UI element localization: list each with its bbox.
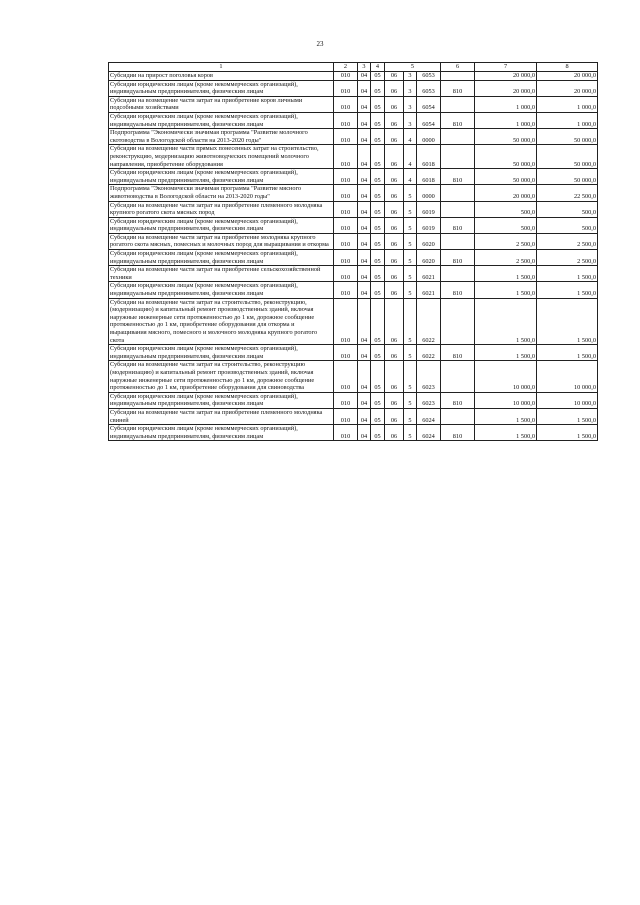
column-header-2: 2 bbox=[334, 63, 358, 72]
row-code-item: 6019 bbox=[417, 201, 441, 217]
column-header-6: 6 bbox=[441, 63, 475, 72]
row-name: Субсидии юридическим лицам (кроме некоммерческих организаций), индивидуальным предпринимателям, физическим лицам bbox=[109, 250, 334, 266]
row-amount-col8: 1 500,0 bbox=[537, 345, 598, 361]
table-row bbox=[109, 145, 598, 169]
row-code-subprogram: 3 bbox=[404, 96, 417, 112]
row-code-subsection: 05 bbox=[371, 112, 385, 128]
row-amount-col8: 1 500,0 bbox=[537, 282, 598, 298]
row-code-admin: 010 bbox=[334, 201, 358, 217]
row-code-subsection: 05 bbox=[371, 266, 385, 282]
row-code-subprogram: 5 bbox=[404, 282, 417, 298]
table-row bbox=[109, 80, 598, 96]
row-code-item: 6018 bbox=[417, 169, 441, 185]
row-amount-col8: 1 000,0 bbox=[537, 112, 598, 128]
row-code-section: 04 bbox=[358, 266, 371, 282]
column-header-7: 7 bbox=[475, 63, 537, 72]
row-code-program: 06 bbox=[385, 392, 404, 408]
row-code-section: 04 bbox=[358, 185, 371, 201]
row-code-subprogram: 3 bbox=[404, 80, 417, 96]
row-amount-col7: 2 500,0 bbox=[475, 233, 537, 249]
row-amount-col8: 50 000,0 bbox=[537, 169, 598, 185]
row-code-admin: 010 bbox=[334, 298, 358, 345]
row-code-program: 06 bbox=[385, 169, 404, 185]
row-code-subsection: 05 bbox=[371, 145, 385, 169]
row-amount-col7: 1 500,0 bbox=[475, 282, 537, 298]
row-code-subprogram: 5 bbox=[404, 185, 417, 201]
row-code-subprogram: 4 bbox=[404, 169, 417, 185]
row-amount-col7: 1 000,0 bbox=[475, 112, 537, 128]
row-code-admin: 010 bbox=[334, 233, 358, 249]
row-name: Субсидии на возмещение части прямых понесенных затрат на строительство, реконструкцию, модернизацию животноводческих помещений молочного направления, приобретение оборудования bbox=[109, 145, 334, 169]
table-row bbox=[109, 361, 598, 392]
column-header-1: 1 bbox=[109, 63, 334, 72]
table-row bbox=[109, 233, 598, 249]
table-row bbox=[109, 282, 598, 298]
row-code-item: 6054 bbox=[417, 96, 441, 112]
row-code-section: 04 bbox=[358, 361, 371, 392]
row-code-expense-type: 810 bbox=[441, 250, 475, 266]
row-name: Субсидии юридическим лицам (кроме некоммерческих организаций), индивидуальным предпринимателям, физическим лицам bbox=[109, 282, 334, 298]
row-code-subprogram: 5 bbox=[404, 408, 417, 424]
row-code-expense-type bbox=[441, 129, 475, 145]
row-code-expense-type bbox=[441, 96, 475, 112]
table-row bbox=[109, 201, 598, 217]
row-code-admin: 010 bbox=[334, 408, 358, 424]
table-row bbox=[109, 266, 598, 282]
row-amount-col7: 20 000,0 bbox=[475, 80, 537, 96]
row-name: Субсидии на прирост поголовья коров bbox=[109, 72, 334, 81]
row-code-admin: 010 bbox=[334, 112, 358, 128]
row-code-admin: 010 bbox=[334, 361, 358, 392]
row-code-item: 6023 bbox=[417, 392, 441, 408]
row-code-program: 06 bbox=[385, 282, 404, 298]
row-name: Субсидии на возмещение части затрат на строительство, реконструкцию, (модернизацию) и капитальный ремонт производственных зданий, включая наружные инженерные сети протяженностью до 1 км, дорожное сообщение протяженностью до 1 км, приобретение оборудования для откорма и выращивания мясного, помесного и молочного молодняка крупного рогатого скота bbox=[109, 298, 334, 345]
row-amount-col7: 10 000,0 bbox=[475, 392, 537, 408]
row-code-admin: 010 bbox=[334, 217, 358, 233]
row-code-program: 06 bbox=[385, 129, 404, 145]
row-code-admin: 010 bbox=[334, 282, 358, 298]
row-code-section: 04 bbox=[358, 233, 371, 249]
row-code-item: 6018 bbox=[417, 145, 441, 169]
row-code-program: 06 bbox=[385, 72, 404, 81]
row-amount-col8: 1 000,0 bbox=[537, 96, 598, 112]
row-amount-col7: 20 000,0 bbox=[475, 72, 537, 81]
row-code-expense-type bbox=[441, 361, 475, 392]
row-code-subprogram: 5 bbox=[404, 266, 417, 282]
row-amount-col8: 10 000,0 bbox=[537, 392, 598, 408]
row-code-expense-type: 810 bbox=[441, 169, 475, 185]
row-code-item: 6019 bbox=[417, 217, 441, 233]
row-code-expense-type: 810 bbox=[441, 80, 475, 96]
row-code-subsection: 05 bbox=[371, 72, 385, 81]
row-name: Субсидии на возмещение части затрат на приобретение молодняка крупного рогатого скота мясных, помесных и молочных пород для выращивания и откорма bbox=[109, 233, 334, 249]
table-body bbox=[109, 72, 598, 441]
row-code-subsection: 05 bbox=[371, 185, 385, 201]
row-code-admin: 010 bbox=[334, 169, 358, 185]
row-code-subsection: 05 bbox=[371, 201, 385, 217]
row-code-subprogram: 5 bbox=[404, 201, 417, 217]
row-code-subsection: 05 bbox=[371, 392, 385, 408]
row-amount-col7: 2 500,0 bbox=[475, 250, 537, 266]
row-code-admin: 010 bbox=[334, 96, 358, 112]
column-header-5: 5 bbox=[385, 63, 441, 72]
row-code-program: 06 bbox=[385, 201, 404, 217]
row-code-item: 6023 bbox=[417, 361, 441, 392]
row-code-program: 06 bbox=[385, 112, 404, 128]
row-code-admin: 010 bbox=[334, 250, 358, 266]
row-code-section: 04 bbox=[358, 425, 371, 441]
row-code-expense-type bbox=[441, 266, 475, 282]
row-amount-col7: 1 500,0 bbox=[475, 408, 537, 424]
table-row bbox=[109, 112, 598, 128]
row-code-subsection: 05 bbox=[371, 282, 385, 298]
row-amount-col7: 500,0 bbox=[475, 217, 537, 233]
row-name: Субсидии юридическим лицам (кроме некоммерческих организаций), индивидуальным предпринимателям, физическим лицам bbox=[109, 169, 334, 185]
table-row bbox=[109, 217, 598, 233]
row-code-subsection: 05 bbox=[371, 298, 385, 345]
row-code-section: 04 bbox=[358, 298, 371, 345]
row-code-section: 04 bbox=[358, 80, 371, 96]
row-name: Подпрограмма "Экономически значимая программа "Развитие молочного скотоводства в Вологодской области на 2013-2020 годы" bbox=[109, 129, 334, 145]
row-code-program: 06 bbox=[385, 408, 404, 424]
row-code-expense-type bbox=[441, 408, 475, 424]
table-row bbox=[109, 169, 598, 185]
row-code-section: 04 bbox=[358, 250, 371, 266]
row-amount-col8: 20 000,0 bbox=[537, 72, 598, 81]
table-row bbox=[109, 392, 598, 408]
row-code-expense-type: 810 bbox=[441, 425, 475, 441]
row-code-expense-type bbox=[441, 298, 475, 345]
table-row bbox=[109, 96, 598, 112]
row-code-section: 04 bbox=[358, 392, 371, 408]
row-code-expense-type: 810 bbox=[441, 282, 475, 298]
row-code-item: 6053 bbox=[417, 80, 441, 96]
row-code-section: 04 bbox=[358, 345, 371, 361]
row-code-program: 06 bbox=[385, 185, 404, 201]
row-amount-col7: 1 500,0 bbox=[475, 266, 537, 282]
row-name: Субсидии юридическим лицам (кроме некоммерческих организаций), индивидуальным предпринимателям, физическим лицам bbox=[109, 392, 334, 408]
row-code-item: 6024 bbox=[417, 425, 441, 441]
row-code-subprogram: 5 bbox=[404, 233, 417, 249]
row-code-program: 06 bbox=[385, 266, 404, 282]
row-code-expense-type bbox=[441, 201, 475, 217]
row-code-section: 04 bbox=[358, 112, 371, 128]
row-code-subprogram: 4 bbox=[404, 145, 417, 169]
row-name: Субсидии юридическим лицам (кроме некоммерческих организаций), индивидуальным предпринимателям, физическим лицам bbox=[109, 425, 334, 441]
row-code-admin: 010 bbox=[334, 80, 358, 96]
row-code-subsection: 05 bbox=[371, 129, 385, 145]
row-name: Субсидии юридическим лицам (кроме некоммерческих организаций), индивидуальным предпринимателям, физическим лицам bbox=[109, 112, 334, 128]
row-amount-col8: 20 000,0 bbox=[537, 80, 598, 96]
row-code-subprogram: 5 bbox=[404, 250, 417, 266]
row-amount-col8: 2 500,0 bbox=[537, 233, 598, 249]
row-code-section: 04 bbox=[358, 145, 371, 169]
row-amount-col8: 1 500,0 bbox=[537, 298, 598, 345]
row-code-expense-type bbox=[441, 72, 475, 81]
row-code-subprogram: 3 bbox=[404, 112, 417, 128]
table-row bbox=[109, 185, 598, 201]
row-code-item: 6053 bbox=[417, 72, 441, 81]
row-code-subprogram: 5 bbox=[404, 392, 417, 408]
row-code-expense-type bbox=[441, 233, 475, 249]
row-amount-col8: 2 500,0 bbox=[537, 250, 598, 266]
row-amount-col7: 1 500,0 bbox=[475, 345, 537, 361]
table-row bbox=[109, 72, 598, 81]
row-name: Субсидии на возмещение части затрат на приобретение племенного молодняка свиней bbox=[109, 408, 334, 424]
row-name: Субсидии юридическим лицам (кроме некоммерческих организаций), индивидуальным предпринимателям, физическим лицам bbox=[109, 345, 334, 361]
row-code-admin: 010 bbox=[334, 266, 358, 282]
row-amount-col8: 10 000,0 bbox=[537, 361, 598, 392]
row-code-item: 0000 bbox=[417, 129, 441, 145]
row-code-item: 6024 bbox=[417, 408, 441, 424]
row-amount-col8: 500,0 bbox=[537, 201, 598, 217]
row-code-subprogram: 4 bbox=[404, 129, 417, 145]
row-amount-col7: 500,0 bbox=[475, 201, 537, 217]
row-code-program: 06 bbox=[385, 80, 404, 96]
row-code-item: 6020 bbox=[417, 233, 441, 249]
table-row bbox=[109, 129, 598, 145]
row-name: Субсидии на возмещение части затрат на приобретение сельскохозяйственной техники bbox=[109, 266, 334, 282]
row-name: Субсидии на возмещение части затрат на приобретение племенного молодняка крупного рогатого скота мясных пород bbox=[109, 201, 334, 217]
row-code-admin: 010 bbox=[334, 345, 358, 361]
row-code-item: 6021 bbox=[417, 266, 441, 282]
row-amount-col8: 500,0 bbox=[537, 217, 598, 233]
row-amount-col7: 10 000,0 bbox=[475, 361, 537, 392]
row-name: Субсидии юридическим лицам (кроме некоммерческих организаций), индивидуальным предпринимателям, физическим лицам bbox=[109, 80, 334, 96]
row-code-section: 04 bbox=[358, 96, 371, 112]
row-amount-col7: 50 000,0 bbox=[475, 169, 537, 185]
table-row bbox=[109, 345, 598, 361]
row-code-program: 06 bbox=[385, 425, 404, 441]
row-code-section: 04 bbox=[358, 201, 371, 217]
row-amount-col7: 20 000,0 bbox=[475, 185, 537, 201]
row-amount-col8: 1 500,0 bbox=[537, 425, 598, 441]
row-code-admin: 010 bbox=[334, 425, 358, 441]
column-header-3: 3 bbox=[358, 63, 371, 72]
row-code-subprogram: 5 bbox=[404, 345, 417, 361]
row-amount-col8: 50 000,0 bbox=[537, 145, 598, 169]
row-name: Субсидии юридическим лицам (кроме некоммерческих организаций), индивидуальным предпринимателям, физическим лицам bbox=[109, 217, 334, 233]
row-code-admin: 010 bbox=[334, 129, 358, 145]
row-code-subsection: 05 bbox=[371, 345, 385, 361]
row-code-section: 04 bbox=[358, 72, 371, 81]
row-code-section: 04 bbox=[358, 282, 371, 298]
row-code-program: 06 bbox=[385, 361, 404, 392]
row-code-expense-type: 810 bbox=[441, 345, 475, 361]
row-name: Субсидии на возмещение части затрат на приобретение коров личными подсобными хозяйствами bbox=[109, 96, 334, 112]
row-code-subprogram: 3 bbox=[404, 72, 417, 81]
column-header-8: 8 bbox=[537, 63, 598, 72]
row-code-expense-type bbox=[441, 185, 475, 201]
table-row bbox=[109, 408, 598, 424]
row-code-item: 6022 bbox=[417, 345, 441, 361]
row-code-subprogram: 5 bbox=[404, 298, 417, 345]
row-code-admin: 010 bbox=[334, 185, 358, 201]
row-code-subsection: 05 bbox=[371, 80, 385, 96]
page-number: 23 bbox=[316, 40, 324, 48]
column-header-4: 4 bbox=[371, 63, 385, 72]
row-code-subsection: 05 bbox=[371, 96, 385, 112]
row-code-program: 06 bbox=[385, 217, 404, 233]
row-code-program: 06 bbox=[385, 345, 404, 361]
row-amount-col7: 50 000,0 bbox=[475, 129, 537, 145]
table-row bbox=[109, 298, 598, 345]
row-code-program: 06 bbox=[385, 250, 404, 266]
table-row bbox=[109, 250, 598, 266]
row-code-item: 0000 bbox=[417, 185, 441, 201]
row-code-expense-type: 810 bbox=[441, 392, 475, 408]
row-code-section: 04 bbox=[358, 169, 371, 185]
table-row bbox=[109, 425, 598, 441]
row-amount-col8: 50 000,0 bbox=[537, 129, 598, 145]
row-code-subprogram: 5 bbox=[404, 361, 417, 392]
row-code-expense-type bbox=[441, 145, 475, 169]
row-code-subsection: 05 bbox=[371, 169, 385, 185]
row-code-subprogram: 5 bbox=[404, 425, 417, 441]
row-code-item: 6022 bbox=[417, 298, 441, 345]
row-code-item: 6021 bbox=[417, 282, 441, 298]
row-code-admin: 010 bbox=[334, 72, 358, 81]
row-code-subsection: 05 bbox=[371, 233, 385, 249]
row-code-subsection: 05 bbox=[371, 425, 385, 441]
row-code-section: 04 bbox=[358, 217, 371, 233]
row-code-program: 06 bbox=[385, 96, 404, 112]
row-code-subprogram: 5 bbox=[404, 217, 417, 233]
row-code-item: 6020 bbox=[417, 250, 441, 266]
row-code-section: 04 bbox=[358, 408, 371, 424]
row-code-subsection: 05 bbox=[371, 408, 385, 424]
row-name: Субсидии на возмещение части затрат на строительство, реконструкцию (модернизацию) и капитальный ремонт производственных зданий, включая наружные инженерные сети протяженностью до 1 км, дорожное сообщение протяженностью до 1 км, приобретение оборудования для свиноводства bbox=[109, 361, 334, 392]
row-amount-col8: 1 500,0 bbox=[537, 408, 598, 424]
row-code-program: 06 bbox=[385, 233, 404, 249]
row-amount-col7: 1 000,0 bbox=[475, 96, 537, 112]
budget-table bbox=[108, 62, 598, 441]
row-amount-col8: 1 500,0 bbox=[537, 266, 598, 282]
row-code-admin: 010 bbox=[334, 392, 358, 408]
row-amount-col8: 22 500,0 bbox=[537, 185, 598, 201]
row-amount-col7: 1 500,0 bbox=[475, 298, 537, 345]
row-code-program: 06 bbox=[385, 145, 404, 169]
row-code-subsection: 05 bbox=[371, 217, 385, 233]
row-amount-col7: 50 000,0 bbox=[475, 145, 537, 169]
row-code-admin: 010 bbox=[334, 145, 358, 169]
table-header-row bbox=[109, 63, 598, 72]
row-amount-col7: 1 500,0 bbox=[475, 425, 537, 441]
row-code-section: 04 bbox=[358, 129, 371, 145]
row-code-item: 6054 bbox=[417, 112, 441, 128]
row-code-subsection: 05 bbox=[371, 250, 385, 266]
row-name: Подпрограмма "Экономически значимая программа "Развитие мясного животноводства в Вологодской области на 2013-2020 годы" bbox=[109, 185, 334, 201]
row-code-subsection: 05 bbox=[371, 361, 385, 392]
row-code-program: 06 bbox=[385, 298, 404, 345]
row-code-expense-type: 810 bbox=[441, 112, 475, 128]
row-code-expense-type: 810 bbox=[441, 217, 475, 233]
